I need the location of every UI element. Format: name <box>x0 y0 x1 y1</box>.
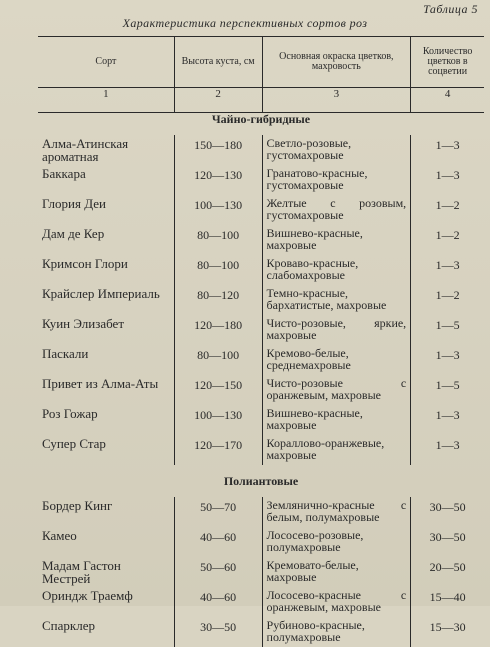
variety-name: Паскали <box>38 345 174 375</box>
bush-height: 100—130 <box>174 195 262 225</box>
header-row <box>38 37 484 88</box>
flowers-per-cluster: 1—5 <box>411 375 484 405</box>
flower-color: Лососево-розовые, полумахровые <box>262 527 411 557</box>
variety-name: Крайслер Империаль <box>38 285 174 315</box>
column-number: 4 <box>411 88 484 113</box>
table-row <box>38 497 484 527</box>
bush-height: 50—60 <box>174 557 262 587</box>
column-number: 1 <box>38 88 174 113</box>
table-row <box>38 285 484 315</box>
bush-height: 30—50 <box>174 617 262 647</box>
flower-color: Землянично-красные с белым, полумахровые <box>262 497 411 527</box>
column-number: 2 <box>174 88 262 113</box>
flowers-per-cluster: 15—30 <box>411 617 484 647</box>
variety-name: Ориндж Траемф <box>38 587 174 617</box>
flowers-per-cluster: 1—5 <box>411 315 484 345</box>
table-row <box>38 617 484 647</box>
table-row <box>38 315 484 345</box>
bush-height: 50—70 <box>174 497 262 527</box>
flowers-per-cluster: 1—3 <box>411 435 484 465</box>
table-row <box>38 587 484 617</box>
variety-name: Мадам Гастон Местрей <box>38 557 174 587</box>
group-heading-row <box>38 475 484 497</box>
bush-height: 40—60 <box>174 527 262 557</box>
group-heading: Чайно-гибридные <box>38 113 484 136</box>
header-variety: Сорт <box>38 37 174 88</box>
flowers-per-cluster: 1—3 <box>411 135 484 165</box>
flower-color: Рубиново-красные, полумахровые <box>262 617 411 647</box>
variety-name: Супер Стар <box>38 435 174 465</box>
flowers-per-cluster: 30—50 <box>411 497 484 527</box>
table-row <box>38 225 484 255</box>
flowers-per-cluster: 1—2 <box>411 225 484 255</box>
flower-color: Кроваво-красные, слабомахровые <box>262 255 411 285</box>
flower-color: Кораллово-оранжевые, махровые <box>262 435 411 465</box>
variety-name: Спарклер <box>38 617 174 647</box>
variety-name: Камео <box>38 527 174 557</box>
variety-name: Роз Гожар <box>38 405 174 435</box>
flower-color: Лососево-красные с оранжевым, махровые <box>262 587 411 617</box>
column-number-row <box>38 88 484 113</box>
flowers-per-cluster: 1—3 <box>411 345 484 375</box>
table-row <box>38 375 484 405</box>
column-number: 3 <box>262 88 411 113</box>
table-row <box>38 557 484 587</box>
table-row <box>38 405 484 435</box>
variety-name: Глория Деи <box>38 195 174 225</box>
flowers-per-cluster: 1—2 <box>411 195 484 225</box>
flower-color: Кремово-белые, среднемахровые <box>262 345 411 375</box>
bush-height: 120—170 <box>174 435 262 465</box>
flower-color: Желтые с розовым, густомахровые <box>262 195 411 225</box>
table-row <box>38 527 484 557</box>
table-row <box>38 345 484 375</box>
flowers-per-cluster: 1—3 <box>411 405 484 435</box>
table-row <box>38 195 484 225</box>
flower-color: Светло-розовые, густомахровые <box>262 135 411 165</box>
table-row <box>38 435 484 465</box>
variety-name: Кримсон Глори <box>38 255 174 285</box>
flower-color: Чисто-розовые, яркие, махровые <box>262 315 411 345</box>
bush-height: 150—180 <box>174 135 262 165</box>
header-color: Основная окраска цветков, махровость <box>262 37 411 88</box>
variety-name: Алма-Атинская ароматная <box>38 135 174 165</box>
group-heading: Полиантовые <box>38 475 484 497</box>
rose-varieties-table <box>38 36 484 647</box>
flower-color: Вишнево-красные, махровые <box>262 405 411 435</box>
flowers-per-cluster: 30—50 <box>411 527 484 557</box>
table-number-label: Таблица 5 <box>423 2 478 17</box>
header-height: Высота куста, см <box>174 37 262 88</box>
bush-height: 120—180 <box>174 315 262 345</box>
bush-height: 120—130 <box>174 165 262 195</box>
bush-height: 40—60 <box>174 587 262 617</box>
flower-color: Вишнево-красные, махровые <box>262 225 411 255</box>
bush-height: 120—150 <box>174 375 262 405</box>
table-body <box>38 113 484 647</box>
table-row <box>38 165 484 195</box>
header-count: Количество цветков в соцветии <box>411 37 484 88</box>
group-heading-row <box>38 113 484 136</box>
variety-name: Привет из Алма-Аты <box>38 375 174 405</box>
flowers-per-cluster: 1—2 <box>411 285 484 315</box>
table-row <box>38 255 484 285</box>
flower-color: Кремовато-белые, махровые <box>262 557 411 587</box>
bush-height: 100—130 <box>174 405 262 435</box>
variety-name: Куин Элизабет <box>38 315 174 345</box>
variety-name: Дам де Кер <box>38 225 174 255</box>
flowers-per-cluster: 1—3 <box>411 255 484 285</box>
flower-color: Чисто-розовые с оранжевым, махровые <box>262 375 411 405</box>
flower-color: Гранатово-красные, густомахровые <box>262 165 411 195</box>
variety-name: Бордер Кинг <box>38 497 174 527</box>
flowers-per-cluster: 20—50 <box>411 557 484 587</box>
bush-height: 80—120 <box>174 285 262 315</box>
table-title: Характеристика перспективных сортов роз <box>0 16 490 31</box>
bush-height: 80—100 <box>174 225 262 255</box>
bush-height: 80—100 <box>174 255 262 285</box>
flower-color: Темно-красные, бархатистые, махровые <box>262 285 411 315</box>
variety-name: Баккара <box>38 165 174 195</box>
table-row <box>38 135 484 165</box>
flowers-per-cluster: 15—40 <box>411 587 484 617</box>
flowers-per-cluster: 1—3 <box>411 165 484 195</box>
bush-height: 80—100 <box>174 345 262 375</box>
